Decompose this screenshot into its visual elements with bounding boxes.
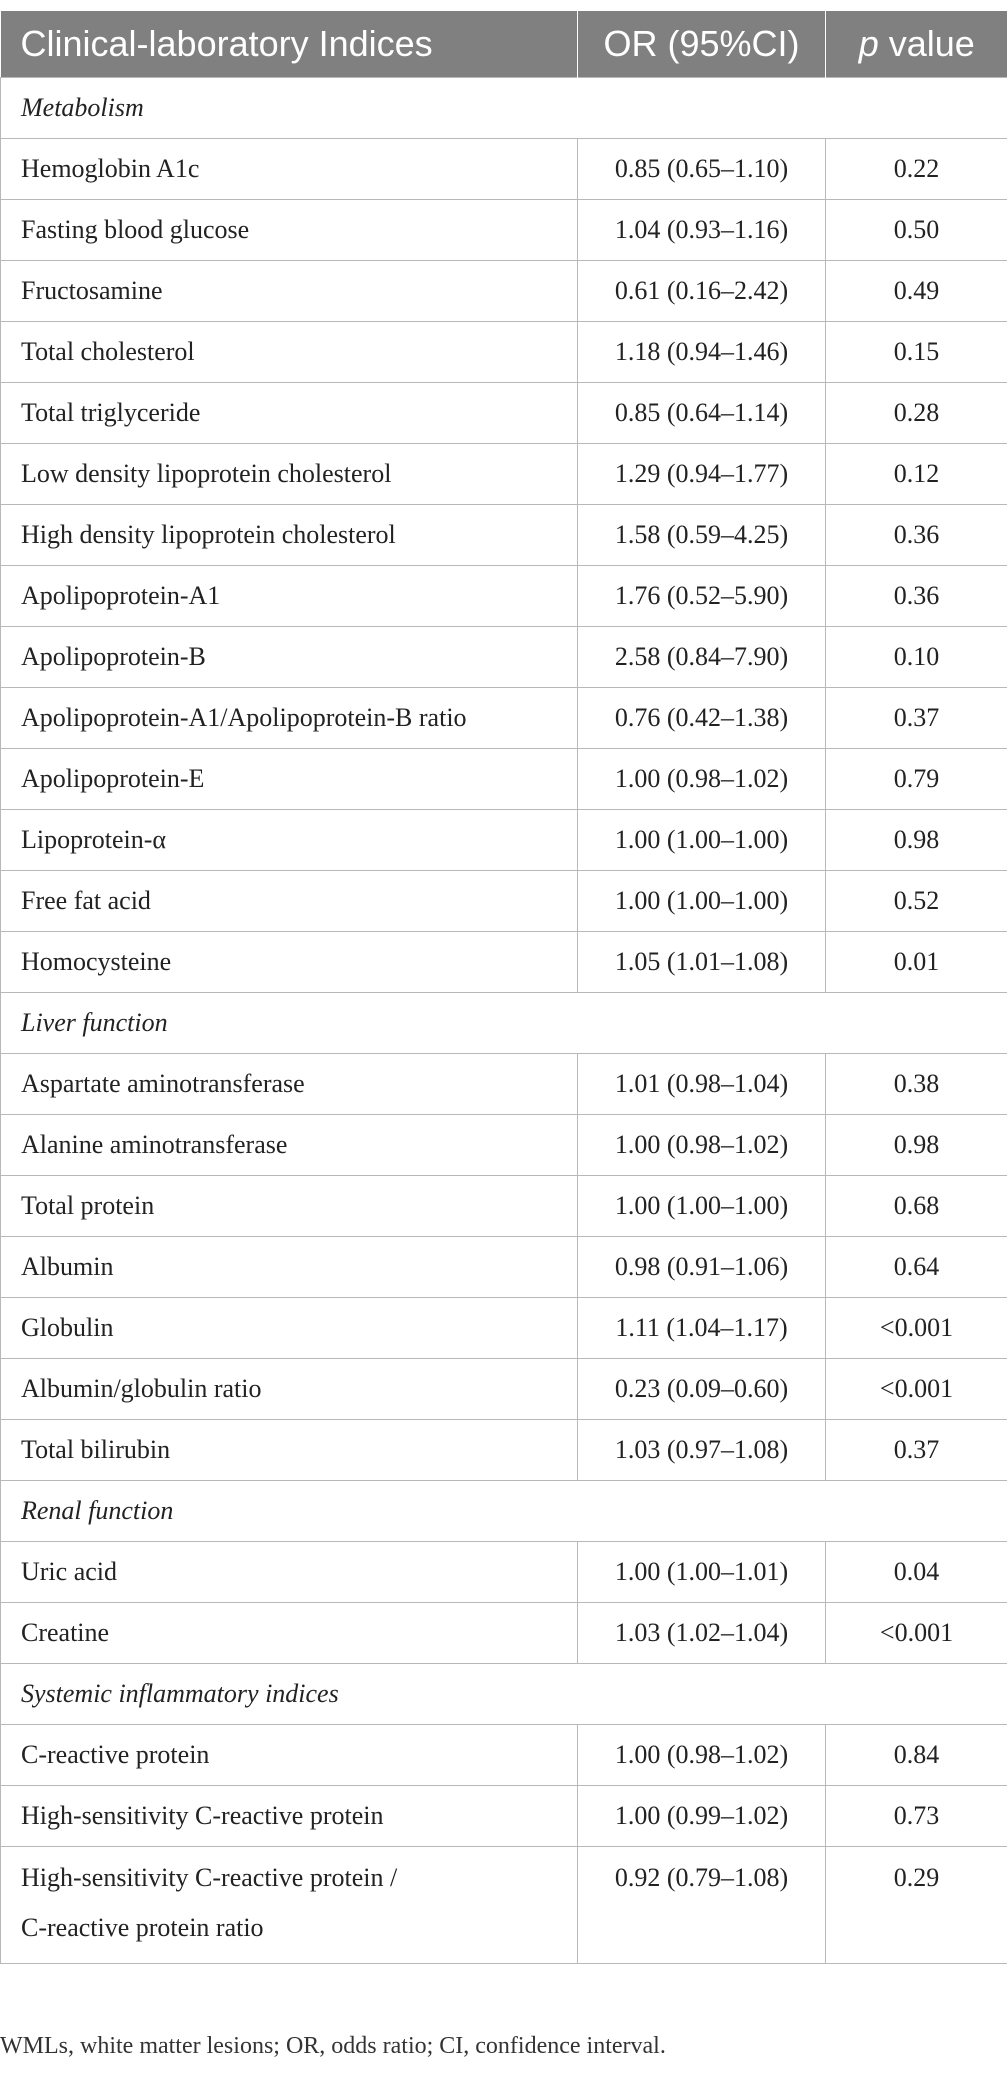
index-name-cell: Aspartate aminotransferase (1, 1054, 578, 1115)
index-name-cell: Apolipoprotein-A1/Apolipoprotein-B ratio (1, 688, 578, 749)
index-name-cell: Low density lipoprotein cholesterol (1, 444, 578, 505)
odds-ratio-cell: 0.76 (0.42–1.38) (578, 688, 826, 749)
odds-ratio-cell: 1.11 (1.04–1.17) (578, 1298, 826, 1359)
index-name-cell (1, 1847, 578, 1964)
section-title: Metabolism (1, 78, 1007, 139)
p-value-cell: 0.64 (826, 1237, 1007, 1298)
index-name-cell: Albumin/globulin ratio (1, 1359, 578, 1420)
p-value-cell: <0.001 (826, 1298, 1007, 1359)
index-name-cell: High density lipoprotein cholesterol (1, 505, 578, 566)
table-row (1, 749, 1007, 810)
section-header-row (1, 1664, 1007, 1725)
section-title: Liver function (1, 993, 1007, 1054)
odds-ratio-cell: 0.98 (0.91–1.06) (578, 1237, 826, 1298)
p-value-cell: 0.98 (826, 1115, 1007, 1176)
index-name-cell: Creatine (1, 1603, 578, 1664)
odds-ratio-cell: 0.85 (0.65–1.10) (578, 139, 826, 200)
odds-ratio-cell: 1.76 (0.52–5.90) (578, 566, 826, 627)
odds-ratio-cell: 1.29 (0.94–1.77) (578, 444, 826, 505)
table-row (1, 1298, 1007, 1359)
index-name-cell: Total bilirubin (1, 1420, 578, 1481)
p-value-cell: 0.15 (826, 322, 1007, 383)
table-row (1, 322, 1007, 383)
p-value-cell: 0.37 (826, 688, 1007, 749)
table-row (1, 383, 1007, 444)
p-value-cell: 0.22 (826, 139, 1007, 200)
odds-ratio-cell: 1.05 (1.01–1.08) (578, 932, 826, 993)
odds-ratio-cell: 1.18 (0.94–1.46) (578, 322, 826, 383)
table-row (1, 444, 1007, 505)
table-row (1, 1542, 1007, 1603)
index-name-cell: Albumin (1, 1237, 578, 1298)
section-header-row (1, 1481, 1007, 1542)
odds-ratio-cell: 1.00 (1.00–1.01) (578, 1542, 826, 1603)
index-name-cell: Free fat acid (1, 871, 578, 932)
p-value-cell: 0.29 (826, 1847, 1007, 1964)
p-value-cell: 0.73 (826, 1786, 1007, 1847)
table-row (1, 261, 1007, 322)
p-value-cell: 0.04 (826, 1542, 1007, 1603)
p-value-cell: <0.001 (826, 1359, 1007, 1420)
index-name-cell: Uric acid (1, 1542, 578, 1603)
table-row (1, 871, 1007, 932)
odds-ratio-cell: 0.92 (0.79–1.08) (578, 1847, 826, 1964)
odds-ratio-cell: 0.61 (0.16–2.42) (578, 261, 826, 322)
results-table (0, 11, 1007, 1964)
section-title: Systemic inflammatory indices (1, 1664, 1007, 1725)
table-row (1, 1786, 1007, 1847)
header-p-letter: p (858, 23, 879, 64)
odds-ratio-cell: 1.58 (0.59–4.25) (578, 505, 826, 566)
p-value-cell: 0.28 (826, 383, 1007, 444)
table-row (1, 1176, 1007, 1237)
index-name-line1: High-sensitivity C-reactive protein / (21, 1863, 398, 1892)
index-name-cell: Hemoglobin A1c (1, 139, 578, 200)
odds-ratio-cell: 1.00 (0.98–1.02) (578, 749, 826, 810)
index-name-cell: Globulin (1, 1298, 578, 1359)
index-name-cell: Apolipoprotein-B (1, 627, 578, 688)
p-value-cell: <0.001 (826, 1603, 1007, 1664)
header-row (1, 11, 1007, 78)
section-header-row (1, 78, 1007, 139)
header-p-value (826, 11, 1007, 78)
table-row (1, 810, 1007, 871)
p-value-cell: 0.79 (826, 749, 1007, 810)
index-name-cell: Alanine aminotransferase (1, 1115, 578, 1176)
table-body (1, 78, 1007, 1964)
p-value-cell: 0.98 (826, 810, 1007, 871)
p-value-cell: 0.37 (826, 1420, 1007, 1481)
table-footnote: WMLs, white matter lesions; OR, odds ratio; CI, confidence interval. (0, 2033, 666, 2059)
table-row (1, 1603, 1007, 1664)
index-name-cell: C-reactive protein (1, 1725, 578, 1786)
odds-ratio-cell: 1.00 (0.98–1.02) (578, 1725, 826, 1786)
table-row (1, 1420, 1007, 1481)
odds-ratio-cell: 2.58 (0.84–7.90) (578, 627, 826, 688)
results-table-container (0, 11, 1007, 1964)
table-row (1, 1359, 1007, 1420)
odds-ratio-cell: 1.00 (1.00–1.00) (578, 871, 826, 932)
index-name-cell: Apolipoprotein-E (1, 749, 578, 810)
index-name-cell: Total triglyceride (1, 383, 578, 444)
odds-ratio-cell: 1.03 (1.02–1.04) (578, 1603, 826, 1664)
p-value-cell: 0.38 (826, 1054, 1007, 1115)
odds-ratio-cell: 1.04 (0.93–1.16) (578, 200, 826, 261)
index-name-cell: Fructosamine (1, 261, 578, 322)
section-header-row (1, 993, 1007, 1054)
table-row (1, 1847, 1007, 1964)
index-name-line2: C-reactive protein ratio (21, 1913, 264, 1942)
odds-ratio-cell: 0.23 (0.09–0.60) (578, 1359, 826, 1420)
header-indices: Clinical-laboratory Indices (1, 11, 578, 78)
index-name-cell: Total protein (1, 1176, 578, 1237)
header-or: OR (95%CI) (578, 11, 826, 78)
table-row (1, 932, 1007, 993)
table-row (1, 1054, 1007, 1115)
odds-ratio-cell: 1.01 (0.98–1.04) (578, 1054, 826, 1115)
p-value-cell: 0.36 (826, 505, 1007, 566)
table-row (1, 1115, 1007, 1176)
p-value-cell: 0.01 (826, 932, 1007, 993)
table-row (1, 200, 1007, 261)
p-value-cell: 0.49 (826, 261, 1007, 322)
p-value-cell: 0.36 (826, 566, 1007, 627)
p-value-cell: 0.50 (826, 200, 1007, 261)
section-title: Renal function (1, 1481, 1007, 1542)
table-row (1, 627, 1007, 688)
table-row (1, 1237, 1007, 1298)
table-row (1, 505, 1007, 566)
p-value-cell: 0.10 (826, 627, 1007, 688)
odds-ratio-cell: 1.00 (0.99–1.02) (578, 1786, 826, 1847)
index-name-cell: High-sensitivity C-reactive protein (1, 1786, 578, 1847)
p-value-cell: 0.12 (826, 444, 1007, 505)
odds-ratio-cell: 1.00 (1.00–1.00) (578, 810, 826, 871)
odds-ratio-cell: 0.85 (0.64–1.14) (578, 383, 826, 444)
index-name-cell: Total cholesterol (1, 322, 578, 383)
table-row (1, 139, 1007, 200)
index-name-cell: Fasting blood glucose (1, 200, 578, 261)
odds-ratio-cell: 1.00 (0.98–1.02) (578, 1115, 826, 1176)
odds-ratio-cell: 1.03 (0.97–1.08) (578, 1420, 826, 1481)
p-value-cell: 0.52 (826, 871, 1007, 932)
index-name-cell: Lipoprotein-α (1, 810, 578, 871)
table-row (1, 688, 1007, 749)
index-name-cell: Apolipoprotein-A1 (1, 566, 578, 627)
table-header (1, 11, 1007, 78)
p-value-cell: 0.84 (826, 1725, 1007, 1786)
table-row (1, 566, 1007, 627)
p-value-cell: 0.68 (826, 1176, 1007, 1237)
table-row (1, 1725, 1007, 1786)
odds-ratio-cell: 1.00 (1.00–1.00) (578, 1176, 826, 1237)
header-p-rest: value (878, 23, 975, 64)
index-name-cell: Homocysteine (1, 932, 578, 993)
